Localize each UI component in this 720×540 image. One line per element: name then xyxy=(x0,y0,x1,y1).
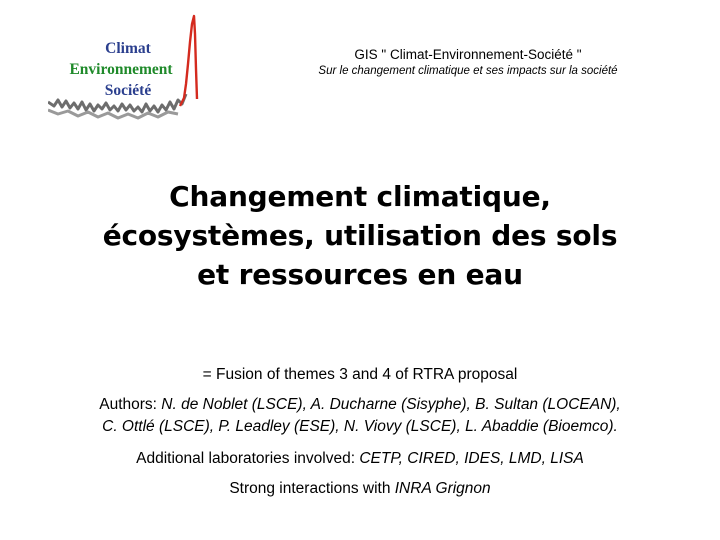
fusion-line: = Fusion of themes 3 and 4 of RTRA proposal xyxy=(202,366,518,383)
logo-line-environnement: Environnement xyxy=(69,61,173,78)
authors-list-line-2: C. Ottlé (LSCE), P. Leadley (ESE), N. Viovy (LSCE), L. Abaddie (Bioemco). xyxy=(102,418,618,435)
interactions-label: Strong interactions with xyxy=(229,480,395,497)
title-line-2: écosystèmes, utilisation des sols xyxy=(102,219,618,252)
page-title xyxy=(20,177,700,294)
header-title: GIS " Climat-Environnement-Société " xyxy=(354,47,582,62)
interactions-value: INRA Grignon xyxy=(394,480,491,497)
interactions-paragraph xyxy=(14,478,706,500)
body-text xyxy=(14,364,706,508)
labs-value: CETP, CIRED, IDES, LMD, LISA xyxy=(359,450,584,467)
header-subtitle: Sur le changement climatique et ses impacts sur la société xyxy=(318,65,618,77)
title-line-1: Changement climatique, xyxy=(169,180,551,213)
header xyxy=(288,46,648,79)
labs-label: Additional laboratories involved: xyxy=(136,450,360,467)
authors-list-line-1: N. de Noblet (LSCE), A. Ducharne (Sisyphe), B. Sultan (LOCEAN), xyxy=(161,396,621,413)
logo-text xyxy=(48,38,194,101)
labs-paragraph xyxy=(14,448,706,470)
logo-line-climat: Climat xyxy=(105,40,151,57)
authors-label: Authors: xyxy=(99,396,162,413)
title-line-3: et ressources en eau xyxy=(197,258,523,291)
authors-paragraph xyxy=(14,394,706,438)
logo-line-societe: Société xyxy=(104,82,152,99)
logo xyxy=(48,14,208,126)
